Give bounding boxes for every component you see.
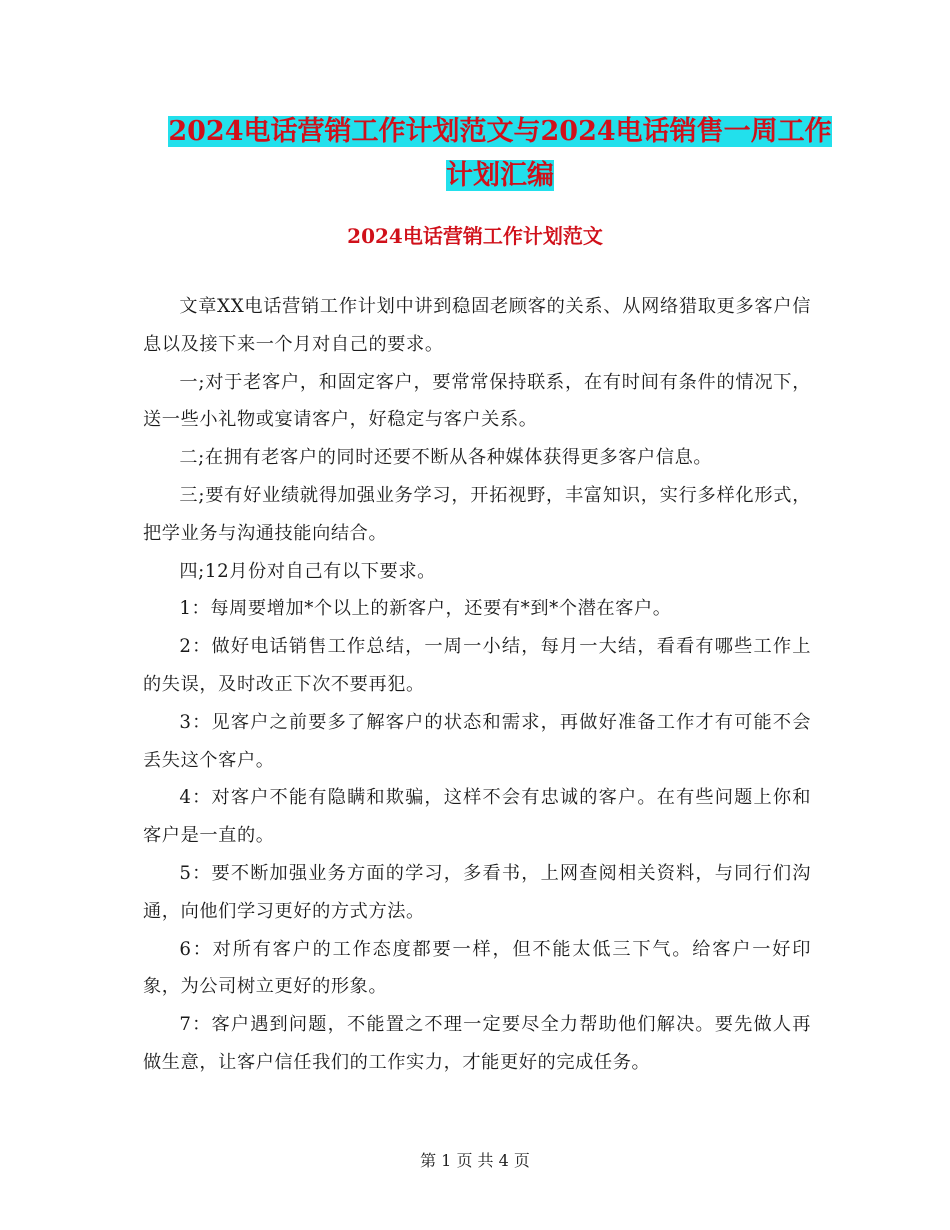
requirement-item-5: 5：要不断加强业务方面的学习，多看书，上网查阅相关资料，与同行们沟通，向他们学习更好的方式方法。 — [143, 862, 811, 922]
title-line-1: 2024电话营销工作计划范文与2024电话销售一周工作 — [168, 116, 832, 147]
document-title — [140, 110, 860, 198]
requirement-item-3: 3：见客户之前要多了解客户的状态和需求，再做好准备工作才有可能不会丢失这个客户。 — [143, 711, 811, 771]
requirement-item-2: 2：做好电话销售工作总结，一周一小结，每月一大结，看看有哪些工作上的失误，及时改正下次不要再犯。 — [143, 636, 811, 695]
requirement-item-6: 6：对所有客户的工作态度都要一样，但不能太低三下气。给客户一好印象，为公司树立更好的形象。 — [143, 938, 811, 998]
title-line-2: 计划汇编 — [446, 160, 554, 191]
section-heading: 2024电话营销工作计划范文 — [347, 224, 603, 248]
paragraph-point-3: 三;要有好业绩就得加强业务学习，开拓视野，丰富知识，实行多样化形式，把学业务与沟通技能向结合。 — [143, 484, 811, 544]
paragraph-point-4: 四;12月份对自己有以下要求。 — [179, 560, 436, 582]
page-footer — [0, 1150, 950, 1172]
requirement-item-7: 7：客户遇到问题，不能置之不理一定要尽全力帮助他们解决。要先做人再做生意，让客户信任我们的工作实力，才能更好的完成任务。 — [143, 1014, 811, 1073]
paragraph-intro: 文章XX电话营销工作计划中讲到稳固老顾客的关系、从网络猎取更多客户信息以及接下来一个月对自己的要求。 — [143, 296, 811, 355]
paragraph-point-1: 一;对于老客户，和固定客户，要常常保持联系，在有时间有条件的情况下，送一些小礼物或宴请客户，好稳定与客户关系。 — [143, 371, 811, 431]
paragraph-point-2: 二;在拥有老客户的同时还要不断从各种媒体获得更多客户信息。 — [179, 447, 713, 469]
body-text — [143, 288, 811, 1082]
requirement-item-4: 4：对客户不能有隐瞒和欺骗，这样不会有忠诚的客户。在有些问题上你和客户是一直的。 — [143, 787, 811, 847]
requirement-item-1: 1：每周要增加*个以上的新客户，还要有*到*个潜在客户。 — [179, 598, 672, 620]
page-number: 第 1 页 共 4 页 — [420, 1151, 530, 1170]
